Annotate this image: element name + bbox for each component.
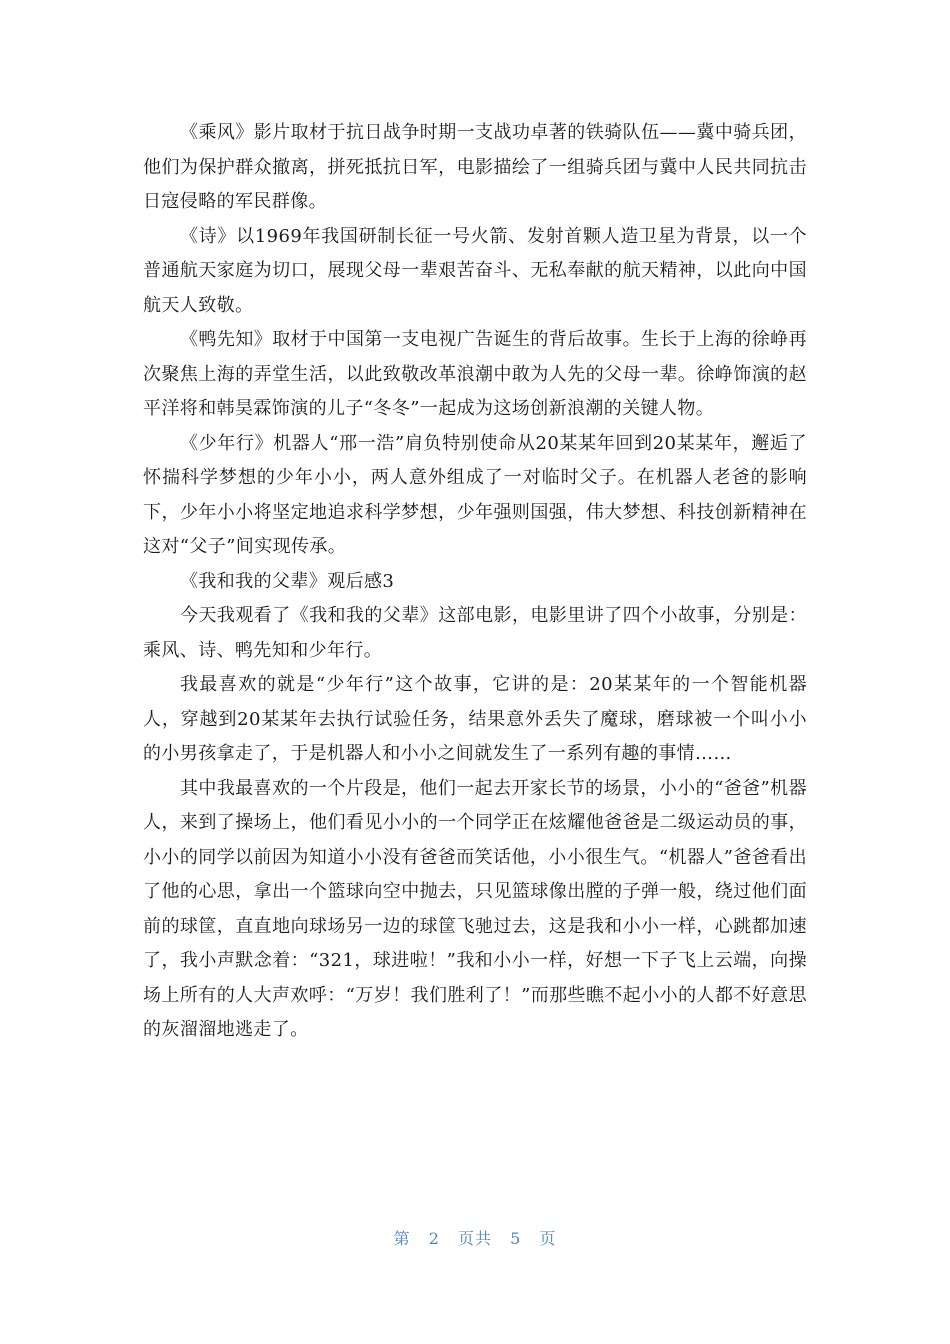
footer-total-pages: 5 <box>510 1229 522 1248</box>
footer-suffix: 页 <box>539 1229 557 1248</box>
footer-prefix: 第 <box>393 1229 411 1248</box>
paragraph-shi: 《诗》以1969年我国研制长征一号火箭、发射首颗人造卫星为背景，以一个普通航天家庭为切口，展现父母一辈艰苦奋斗、无私奉献的航天精神，以此向中国航天人致敬。 <box>143 225 807 316</box>
paragraph-favorite-scene: 其中我最喜欢的一个片段是，他们一起去开家长节的场景，小小的“爸爸”机器人，来到了操场上，他们看见小小的一个同学正在炫耀他爸爸是二级运动员的事，小小的同学以前因为知道小小没有爸爸而笑话他，小小很生气。“机器人”爸爸看出了他的心思，拿出一个篮球向空中抛去，只见篮球像出膛的子弹一般，绕过他们面前的球筐，直直地向球场另一边的球筐飞驰过去，这是我和小小一样，心跳都加速了，我小声默念着：“321，球进啦！”我和小小一样，好想一下子飞上云端，向操场上所有的人大声欢呼：“万岁！我们胜利了！”而那些瞧不起小小的人都不好意思的灰溜溜地逃走了。 <box>143 777 807 1040</box>
page-footer <box>0 1226 950 1249</box>
paragraph-chengfeng: 《乘风》影片取材于抗日战争时期一支战功卓著的铁骑队伍——冀中骑兵团，他们为保护群众撤离，拼死抵抗日军，电影描绘了一组骑兵团与冀中人民共同抗击日寇侵略的军民群像。 <box>143 122 807 212</box>
section-heading: 《我和我的父辈》观后感3 <box>180 570 395 592</box>
document-body <box>143 116 807 1048</box>
paragraph-shaonianxing: 《少年行》机器人“邢一浩”肩负特别使命从20某某年回到20某某年，邂逅了怀揣科学梦想的少年小小，两人意外组成了一对临时父子。在机器人老爸的影响下，少年小小将坚定地追求科学梦想，少年强则国强，伟大梦想、科技创新精神在这对“父子”间实现传承。 <box>143 432 807 557</box>
paragraph-yaxianzhi: 《鸭先知》取材于中国第一支电视广告诞生的背后故事。生长于上海的徐峥再次聚焦上海的弄堂生活，以此致敬改革浪潮中敢为人先的父母一辈。徐峥饰演的赵平洋将和韩昊霖饰演的儿子“冬冬”一起成为这场创新浪潮的关键人物。 <box>143 329 807 419</box>
footer-current-page: 2 <box>428 1229 440 1248</box>
paragraph-intro: 今天我观看了《我和我的父辈》这部电影，电影里讲了四个小故事，分别是：乘风、诗、鸭先知和少年行。 <box>143 605 807 661</box>
footer-middle: 页共 <box>457 1229 492 1248</box>
paragraph-favorite-story: 我最喜欢的就是“少年行”这个故事，它讲的是：20某某年的一个智能机器人，穿越到20某某年去执行试验任务，结果意外丢失了魔球，磨球被一个叫小小的小男孩拿走了，于是机器人和小小之间就发生了一系列有趣的事情…… <box>143 674 807 764</box>
